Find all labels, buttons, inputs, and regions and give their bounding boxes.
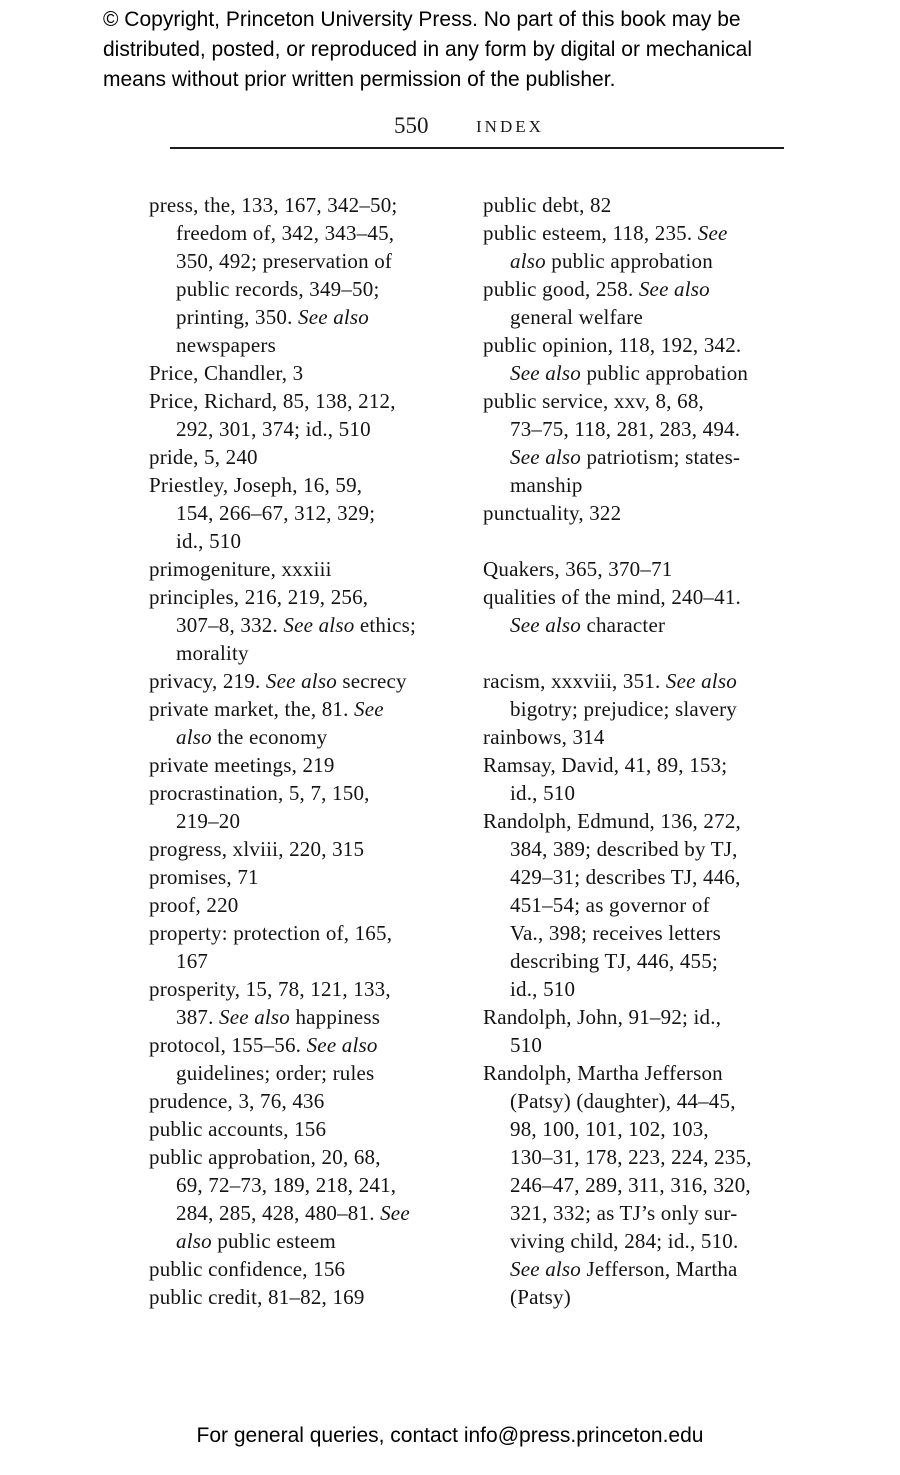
entry-text: (Patsy) <box>510 1285 571 1309</box>
entry-text: racism, xxxviii, 351. <box>483 669 666 693</box>
entry-text: 384, 389; described by TJ, <box>510 837 738 861</box>
index-entry-line <box>483 751 817 779</box>
entry-text: ethics; <box>354 613 417 637</box>
index-entry-line <box>483 415 817 443</box>
index-entry-line <box>149 1031 483 1059</box>
entry-text: 350, 492; preservation of <box>176 249 393 273</box>
entry-text: Price, Richard, 85, 138, 212, <box>149 389 396 413</box>
index-entry-line <box>483 359 817 387</box>
entry-text: public approbation <box>581 361 749 385</box>
entry-text: 451–54; as governor of <box>510 893 710 917</box>
cross-reference-text: See also <box>306 1033 378 1057</box>
entry-text: Quakers, 365, 370–71 <box>483 557 673 581</box>
index-entry-line <box>149 555 483 583</box>
entry-text: happiness <box>290 1005 381 1029</box>
index-entry-line <box>483 1087 817 1115</box>
entry-text: 292, 301, 374; id., 510 <box>176 417 371 441</box>
entry-text: principles, 216, 219, 256, <box>149 585 369 609</box>
index-entry-line <box>483 835 817 863</box>
index-entry-line <box>149 611 483 639</box>
index-entry-line <box>149 387 483 415</box>
entry-text: protocol, 155–56. <box>149 1033 307 1057</box>
index-entry-line <box>483 891 817 919</box>
index-entry-line <box>149 639 483 667</box>
entry-text: Va., 398; receives letters <box>510 921 722 945</box>
cross-reference-text: See also <box>298 305 369 329</box>
index-entry-line <box>149 807 483 835</box>
running-head <box>0 113 900 143</box>
entry-text: 429–31; describes TJ, 446, <box>510 865 741 889</box>
index-entry-line <box>149 583 483 611</box>
index-entry-line <box>149 471 483 499</box>
index-entry-line <box>483 1003 817 1031</box>
index-entry-line <box>483 863 817 891</box>
cross-reference-text: See also <box>510 613 581 637</box>
cross-reference-text: See also <box>638 277 710 301</box>
index-entry-line <box>483 1059 817 1087</box>
index-entry-line <box>483 471 817 499</box>
index-entry-line <box>149 919 483 947</box>
index-entry-line <box>149 891 483 919</box>
copyright-line: distributed, posted, or reproduced in any form by digital or mechanical <box>103 38 753 61</box>
cross-reference-text: See <box>697 221 728 245</box>
entry-text: Priestley, Joseph, 16, 59, <box>149 473 363 497</box>
entry-text: 321, 332; as TJ’s only sur- <box>510 1201 738 1225</box>
index-entry-line <box>149 751 483 779</box>
cross-reference-text: also <box>176 1229 212 1253</box>
index-entry-line <box>483 303 817 331</box>
index-entry-line <box>483 275 817 303</box>
entry-text: procrastination, 5, 7, 150, <box>149 781 370 805</box>
entry-text: public credit, 81–82, 169 <box>149 1285 365 1309</box>
entry-text: character <box>581 613 666 637</box>
cross-reference-text: See also <box>510 1257 581 1281</box>
entry-text: Randolph, Edmund, 136, 272, <box>483 809 741 833</box>
entry-text: Ramsay, David, 41, 89, 153; <box>483 753 728 777</box>
index-entry-line <box>483 1227 817 1255</box>
index-entry-line <box>483 779 817 807</box>
entry-text: bigotry; prejudice; slavery <box>510 697 737 721</box>
index-title: INDEX <box>476 117 544 136</box>
index-entry-line <box>149 1255 483 1283</box>
index-entry-line <box>483 1031 817 1059</box>
index-entry-line <box>483 1115 817 1143</box>
index-entry-line <box>149 247 483 275</box>
entry-text: newspapers <box>176 333 276 357</box>
index-entry-line <box>149 527 483 555</box>
index-entry-line <box>483 1143 817 1171</box>
index-entry-line <box>483 1199 817 1227</box>
index-entry-line <box>149 1143 483 1171</box>
entry-text: freedom of, 342, 343–45, <box>176 221 395 245</box>
copyright-notice <box>103 5 823 95</box>
index-entry-line <box>483 1255 817 1283</box>
index-entry-line <box>483 807 817 835</box>
index-entry-line <box>483 331 817 359</box>
index-column-right <box>483 191 817 1311</box>
entry-text: prosperity, 15, 78, 121, 133, <box>149 977 391 1001</box>
index-entry-line <box>149 1115 483 1143</box>
entry-text: guidelines; order; rules <box>176 1061 375 1085</box>
index-entry-line <box>483 555 817 583</box>
cross-reference-text: also <box>176 725 212 749</box>
entry-text: public esteem, 118, 235. <box>483 221 698 245</box>
entry-text: public accounts, 156 <box>149 1117 327 1141</box>
entry-text: public opinion, 118, 192, 342. <box>483 333 742 357</box>
entry-text: Jefferson, Martha <box>581 1257 738 1281</box>
index-entry-line <box>483 695 817 723</box>
cross-reference-text: See also <box>510 361 581 385</box>
index-blank-line <box>483 527 817 555</box>
index-entry-line <box>149 331 483 359</box>
cross-reference-text: See also <box>219 1005 290 1029</box>
entry-text: public approbation <box>545 249 713 273</box>
entry-text: viving child, 284; id., 510. <box>510 1229 739 1253</box>
entry-text: 130–31, 178, 223, 224, 235, <box>510 1145 752 1169</box>
entry-text: public good, 258. <box>483 277 639 301</box>
cross-reference-text: also <box>510 249 546 273</box>
copyright-line: © Copyright, Princeton University Press. No part of this book may be <box>103 8 741 31</box>
entry-text: press, the, 133, 167, 342–50; <box>149 193 398 217</box>
entry-text: 284, 285, 428, 480–81. <box>176 1201 381 1225</box>
entry-text: promises, 71 <box>149 865 259 889</box>
index-entry-line <box>149 1227 483 1255</box>
entry-text: public records, 349–50; <box>176 277 380 301</box>
entry-text: public confidence, 156 <box>149 1257 346 1281</box>
entry-text: progress, xlviii, 220, 315 <box>149 837 365 861</box>
index-blank-line <box>483 639 817 667</box>
entry-text: 154, 266–67, 312, 329; <box>176 501 376 525</box>
entry-text: Price, Chandler, 3 <box>149 361 304 385</box>
cross-reference-text: See also <box>510 445 581 469</box>
entry-text: public service, xxv, 8, 68, <box>483 389 704 413</box>
entry-text: punctuality, 322 <box>483 501 622 525</box>
index-column-left <box>149 191 483 1311</box>
index-entry-line <box>149 975 483 1003</box>
index-entry-line <box>483 1283 817 1311</box>
entry-text: public esteem <box>211 1229 336 1253</box>
index-entry-line <box>149 499 483 527</box>
entry-text: 387. <box>176 1005 219 1029</box>
page-number: 550 <box>394 113 429 138</box>
index-entry-line <box>483 919 817 947</box>
index-entry-line <box>149 1059 483 1087</box>
entry-text: Randolph, John, 91–92; id., <box>483 1005 722 1029</box>
index-entry-line <box>149 303 483 331</box>
entry-text: 73–75, 118, 281, 283, 494. <box>510 417 741 441</box>
entry-text: 167 <box>176 949 209 973</box>
entry-text: general welfare <box>510 305 643 329</box>
entry-text: property: protection of, 165, <box>149 921 393 945</box>
index-entry-line <box>483 667 817 695</box>
cross-reference-text: See <box>380 1201 410 1225</box>
index-entry-line <box>483 947 817 975</box>
entry-text: morality <box>176 641 249 665</box>
entry-text: public debt, 82 <box>483 193 612 217</box>
index-entry-line <box>483 611 817 639</box>
index-entry-line <box>149 275 483 303</box>
entry-text: describing TJ, 446, 455; <box>510 949 718 973</box>
index-entry-line <box>483 219 817 247</box>
entry-text: prudence, 3, 76, 436 <box>149 1089 325 1113</box>
index-entry-line <box>149 863 483 891</box>
index-entry-line <box>149 359 483 387</box>
entry-text: rainbows, 314 <box>483 725 605 749</box>
index-entry-line <box>149 723 483 751</box>
entry-text: the economy <box>211 725 328 749</box>
entry-text: secrecy <box>336 669 407 693</box>
entry-text: privacy, 219. <box>149 669 266 693</box>
entry-text: 219–20 <box>176 809 241 833</box>
entry-text: 510 <box>510 1033 543 1057</box>
entry-text: pride, 5, 240 <box>149 445 258 469</box>
index-entry-line <box>149 1199 483 1227</box>
header-rule <box>170 147 784 149</box>
index-entry-line <box>149 779 483 807</box>
index-entry-line <box>149 1283 483 1311</box>
cross-reference-text: See <box>354 697 384 721</box>
index-entry-line <box>483 723 817 751</box>
index-entry-line <box>483 191 817 219</box>
cross-reference-text: See also <box>283 613 355 637</box>
index-entry-line <box>149 219 483 247</box>
index-entry-line <box>149 1003 483 1031</box>
index-entry-line <box>149 415 483 443</box>
entry-text: proof, 220 <box>149 893 239 917</box>
index-entry-line <box>483 583 817 611</box>
index-entry-line <box>483 975 817 1003</box>
index-entry-line <box>149 443 483 471</box>
cross-reference-text: See also <box>265 669 337 693</box>
index-entry-line <box>149 835 483 863</box>
entry-text: Randolph, Martha Jefferson <box>483 1061 723 1085</box>
index-entry-line <box>483 387 817 415</box>
entry-text: printing, 350. <box>176 305 298 329</box>
entry-text: public approbation, 20, 68, <box>149 1145 381 1169</box>
index-entry-line <box>149 191 483 219</box>
index-entry-line <box>483 443 817 471</box>
entry-text: id., 510 <box>510 781 576 805</box>
entry-text: (Patsy) (daughter), 44–45, <box>510 1089 736 1113</box>
index-entry-line <box>149 1087 483 1115</box>
entry-text: 69, 72–73, 189, 218, 241, <box>176 1173 397 1197</box>
entry-text: manship <box>510 473 583 497</box>
index-entry-line <box>149 947 483 975</box>
entry-text: private meetings, 219 <box>149 753 335 777</box>
entry-text: 246–47, 289, 311, 316, 320, <box>510 1173 751 1197</box>
index-entry-line <box>149 667 483 695</box>
index-entry-line <box>149 1171 483 1199</box>
entry-text: private market, the, 81. <box>149 697 355 721</box>
footer-contact-line: For general queries, contact info@press.princeton.edu <box>196 1424 704 1447</box>
entry-text: 307–8, 332. <box>176 613 284 637</box>
cross-reference-text: See also <box>665 669 737 693</box>
index-entry-line <box>483 247 817 275</box>
entry-text: primogeniture, xxxiii <box>149 557 332 581</box>
index-entry-line <box>483 499 817 527</box>
entry-text: qualities of the mind, 240–41. <box>483 585 741 609</box>
index-entry-line <box>149 695 483 723</box>
entry-text: id., 510 <box>176 529 242 553</box>
copyright-line: means without prior written permission of the publisher. <box>103 68 616 91</box>
entry-text: patriotism; states- <box>581 445 741 469</box>
entry-text: 98, 100, 101, 102, 103, <box>510 1117 709 1141</box>
entry-text: id., 510 <box>510 977 576 1001</box>
index-entry-line <box>483 1171 817 1199</box>
